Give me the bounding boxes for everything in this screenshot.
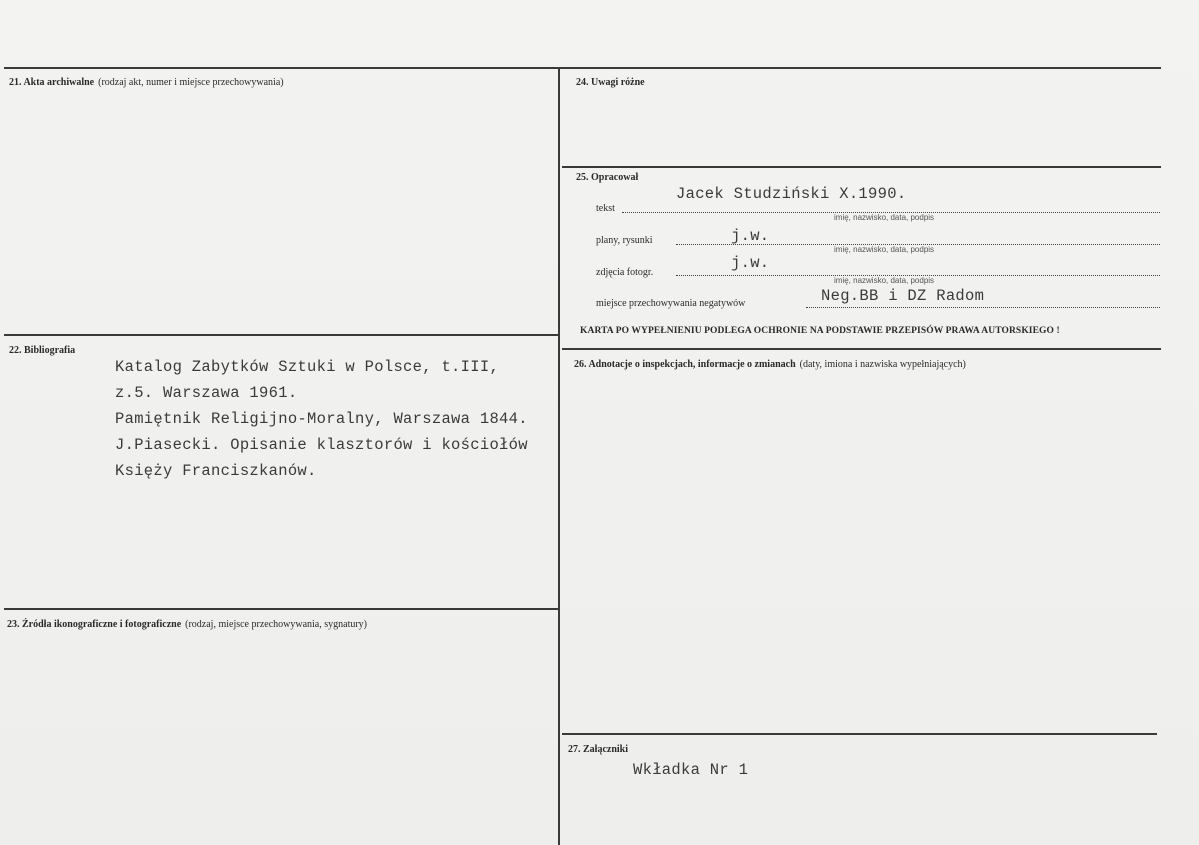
section-26-label: 26. Adnotacje o inspekcjach, informacje o zmianach (daty, imiona i nazwiska wypełniających) [574,359,966,370]
section-26-sub: (daty, imiona i nazwiska wypełniających) [799,359,966,370]
rule-22-top [4,334,558,336]
rule-center [558,67,560,845]
section-23-label: 23. Źródła ikonograficzne i fotograficzne (rodzaj, miejsce przechowywania, sygnatury) [7,619,368,630]
section-25-label: 25. Opracował [576,172,639,183]
plany-value: j.w. [731,227,770,245]
section-21-label: 21. Akta archiwalne (rodzaj akt, numer i miejsce przechowywania) [9,77,284,88]
copyright-notice: KARTA PO WYPEŁNIENIU PODLEGA OCHRONIE NA PODSTAWIE PRZEPISÓW PRAWA AUTORSKIEGO ! [580,326,1060,336]
bibliography-line-1: Katalog Zabytków Sztuki w Polsce, t.III, [115,358,500,376]
rule-23-top [4,608,558,610]
bibliography-line-3: Pamiętnik Religijno-Moralny, Warszawa 1844. [115,410,528,428]
section-24-label: 24. Uwagi różne [576,77,645,88]
bibliography-line-2: z.5. Warszawa 1961. [115,384,298,402]
plany-hint: imię, nazwisko, data, podpis [834,245,935,254]
zdjecia-hint: imię, nazwisko, data, podpis [834,276,935,285]
rule-25-top [562,166,1161,168]
section-23-sub: (rodzaj, miejsce przechowywania, sygnatury) [185,619,368,630]
zdjecia-label: zdjęcia fotogr. [596,267,654,278]
zdjecia-value: j.w. [731,254,770,272]
negatywy-dots [806,307,1160,308]
author-value: Jacek Studziński X.1990. [676,185,907,203]
section-22-label: 22. Bibliografia [9,345,76,356]
tekst-label: tekst [596,203,615,214]
tekst-hint: imię, nazwisko, data, podpis [834,213,935,222]
section-27-label: 27. Załączniki [568,744,629,755]
rule-26-top [562,348,1161,350]
attachments-value: Wkładka Nr 1 [633,761,749,779]
section-21-sub: (rodzaj akt, numer i miejsce przechowywania) [98,77,284,88]
bibliography-line-5: Księży Franciszkanów. [115,462,317,480]
negatywy-label: miejsce przechowywania negatywów [596,298,746,309]
bibliography-line-4: J.Piasecki. Opisanie klasztorów i kościołów [115,436,528,454]
rule-27-top [562,733,1157,735]
rule-top [4,67,1161,69]
plany-label: plany, rysunki [596,235,653,246]
negatywy-value: Neg.BB i DZ Radom [821,287,985,305]
